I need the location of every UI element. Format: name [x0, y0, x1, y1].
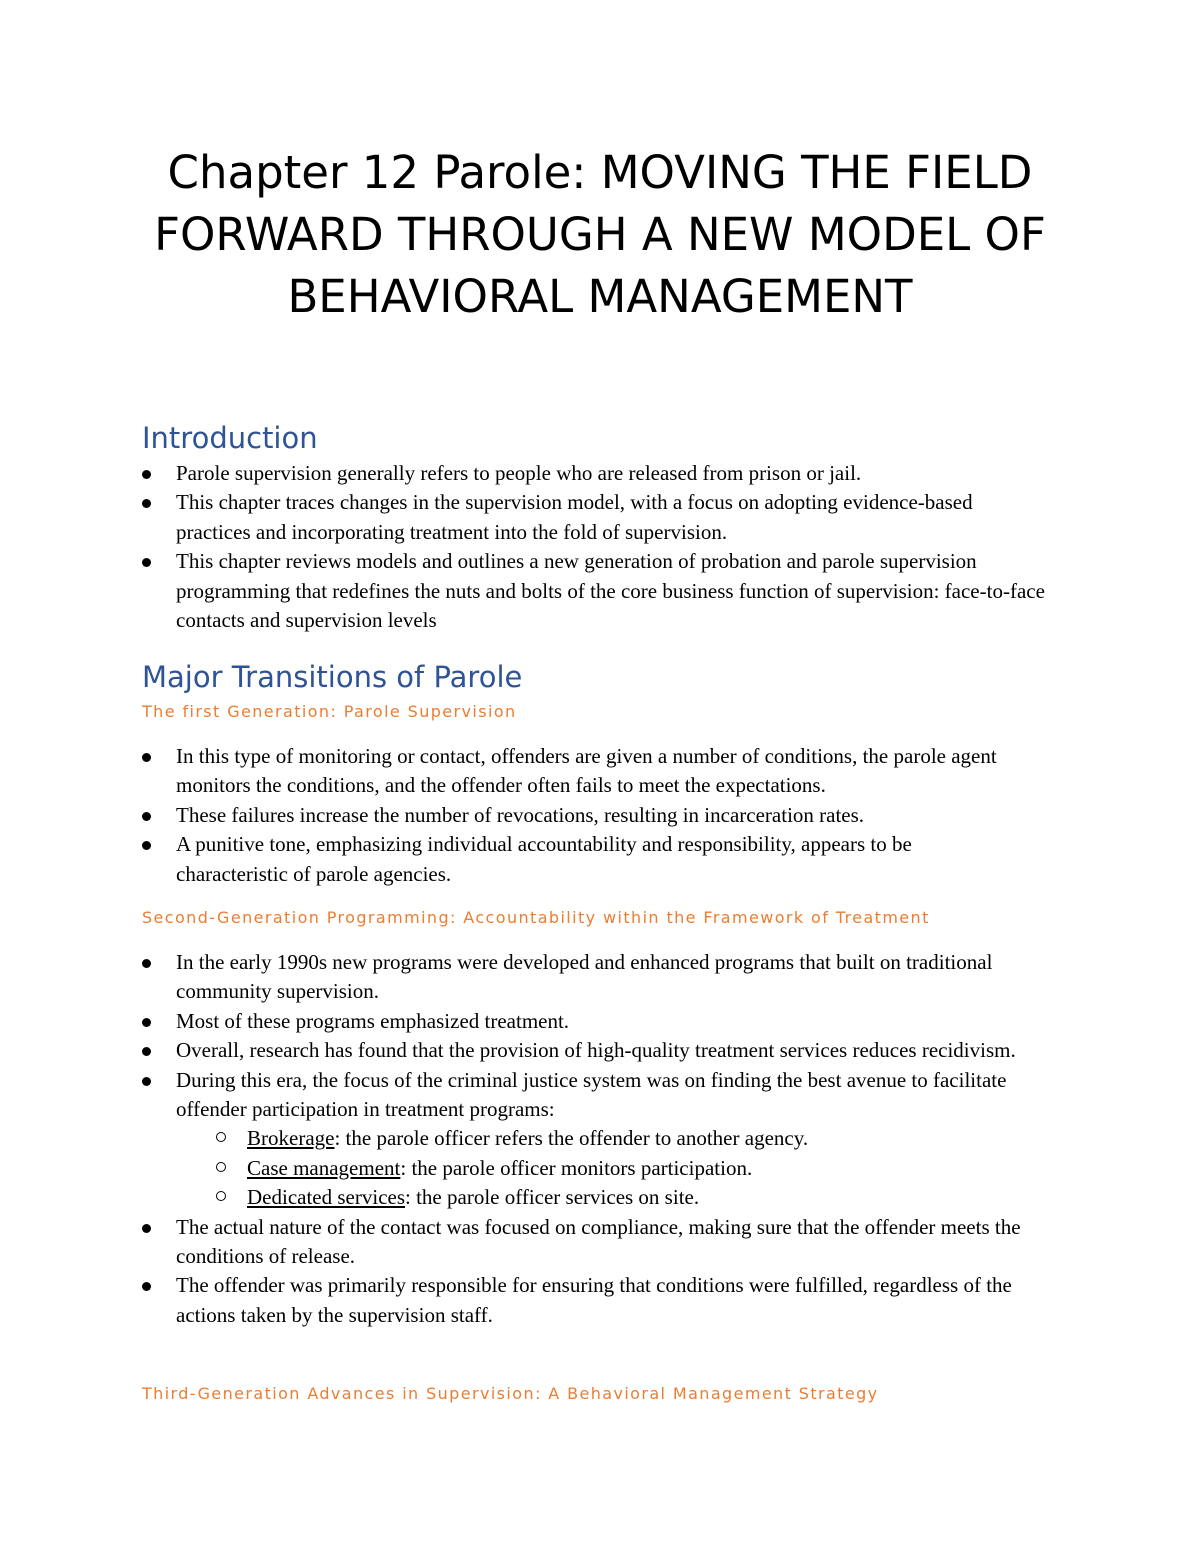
- list-item: [0, 948, 1076, 1007]
- list-item-text: Overall, research has found that the provision of high-quality treatment services reduces recidivism.: [176, 1038, 1016, 1063]
- list-item: [0, 1271, 1076, 1330]
- term-definition: : the parole officer services on site.: [405, 1185, 700, 1210]
- list-item-text: This chapter traces changes in the supervision model, with a focus on adopting evidence-based practices and incorporating treatment into the fold of supervision.: [176, 490, 973, 544]
- list-item: [0, 1066, 1076, 1125]
- introduction-heading: Introduction: [142, 421, 318, 455]
- list-item: [0, 459, 1076, 488]
- sub-list-item-text: [247, 1154, 1067, 1183]
- list-item: [0, 1036, 1076, 1065]
- bullet-icon: [142, 1282, 151, 1291]
- list-item-text: Most of these programs emphasized treatment.: [176, 1008, 570, 1033]
- bullet-icon: [142, 959, 151, 968]
- list-item: [0, 801, 1076, 830]
- list-item: [0, 742, 1076, 801]
- list-item: [0, 547, 1076, 635]
- bullet-icon: [142, 753, 151, 762]
- list-item-text: In the early 1990s new programs were developed and enhanced programs that built on traditional community supervision.: [176, 950, 993, 1004]
- sub-list-item: [0, 1124, 1076, 1153]
- bullet-icon: [142, 499, 151, 508]
- list-item: [0, 1213, 1076, 1272]
- first-generation-heading: The first Generation: Parole Supervision: [142, 702, 517, 721]
- term-case-management: Case management: [247, 1155, 401, 1180]
- list-item-text: This chapter reviews models and outlines a new generation of probation and parole supervision programming that redefines the nuts and bolts of the core business function of supervision: face-to-face contacts and supervision levels: [176, 549, 1045, 633]
- term-definition: : the parole officer refers the offender to another agency.: [334, 1126, 809, 1151]
- bullet-icon: [142, 558, 151, 567]
- circle-bullet-icon: [216, 1191, 226, 1201]
- list-item: [0, 488, 1076, 547]
- bullet-icon: [142, 1224, 151, 1233]
- list-item: [0, 830, 1076, 889]
- term-definition: : the parole officer monitors participation.: [400, 1155, 753, 1180]
- list-item: [0, 1007, 1076, 1036]
- sub-list-item-text: [247, 1124, 1067, 1153]
- list-item-text: These failures increase the number of revocations, resulting in incarceration rates.: [176, 802, 865, 827]
- document-title: Chapter 12 Parole: MOVING THE FIELD FORWARD THROUGH A NEW MODEL OF BEHAVIORAL MANAGEMENT: [154, 146, 1046, 323]
- bullet-icon: [142, 1077, 151, 1086]
- list-item-text: The actual nature of the contact was focused on compliance, making sure that the offender meets the conditions of release.: [176, 1214, 1021, 1269]
- bullet-icon: [142, 812, 151, 821]
- term-brokerage: Brokerage: [247, 1126, 335, 1151]
- first-generation-list: [0, 742, 1076, 889]
- sub-list-item: [0, 1154, 1076, 1183]
- bullet-icon: [142, 470, 151, 479]
- bullet-icon: [142, 1018, 151, 1027]
- third-generation-heading: Third-Generation Advances in Supervision: A Behavioral Management Strategy: [142, 1384, 879, 1403]
- sub-list-item: [0, 1183, 1076, 1212]
- list-item-text: The offender was primarily responsible for ensuring that conditions were fulfilled, regardless of the actions taken by the supervision staff.: [176, 1273, 1012, 1327]
- transitions-heading: Major Transitions of Parole: [142, 660, 523, 694]
- introduction-list: [0, 459, 1076, 635]
- term-dedicated-services: Dedicated services: [247, 1185, 406, 1210]
- sub-list-item-text: [247, 1183, 1067, 1212]
- second-generation-list: [0, 948, 1076, 1330]
- circle-bullet-icon: [216, 1132, 226, 1142]
- bullet-icon: [142, 1047, 151, 1056]
- list-item-text: In this type of monitoring or contact, offenders are given a number of conditions, the parole agent monitors the conditions, and the offender often fails to meet the expectations.: [176, 744, 997, 798]
- bullet-icon: [142, 841, 151, 850]
- circle-bullet-icon: [216, 1162, 226, 1172]
- list-item-text: A punitive tone, emphasizing individual accountability and responsibility, appears to be characteristic of parole agencies.: [176, 832, 912, 886]
- second-generation-heading: Second-Generation Programming: Accountability within the Framework of Treatment: [142, 908, 930, 927]
- list-item-text: Parole supervision generally refers to people who are released from prison or jail.: [176, 461, 862, 485]
- list-item-text: During this era, the focus of the criminal justice system was on finding the best avenue to facilitate offender participation in treatment programs:: [176, 1067, 1007, 1122]
